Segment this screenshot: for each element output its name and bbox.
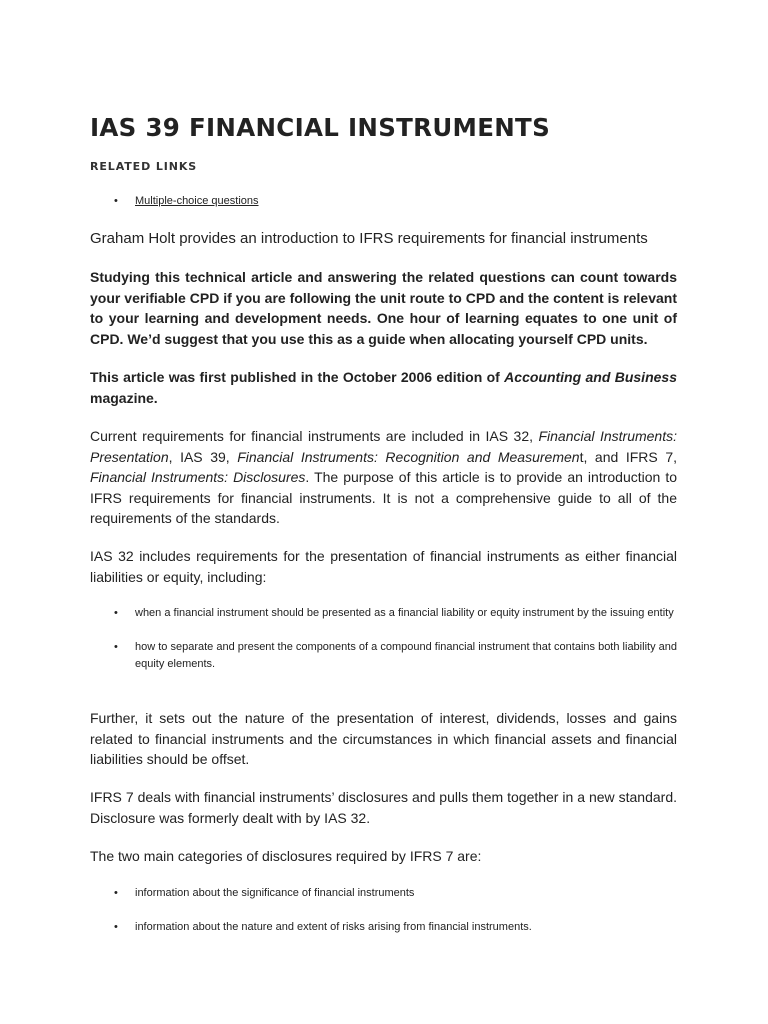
- paragraph-presentation: Further, it sets out the nature of the presentation of interest, dividends, losses and gains related to financial instruments and the circumstances in which financial assets and financial liabilities should be offset.: [90, 710, 677, 767]
- multiple-choice-questions-link[interactable]: Multiple-choice questions: [135, 195, 259, 207]
- disclosure-categories-list: [90, 885, 677, 936]
- paragraph-ias32: IAS 32 includes requirements for the presentation of financial instruments as either financial liabilities or equity, including:: [90, 548, 677, 585]
- publication-prefix: This article was first published in the October 2006 edition of: [90, 369, 505, 385]
- text-run: , IAS 39,: [168, 448, 238, 465]
- bullet-icon: •: [114, 921, 118, 933]
- list-item: [90, 919, 677, 936]
- paragraph-standards: [90, 426, 677, 529]
- list-item: [90, 193, 259, 209]
- publication-note: [90, 367, 677, 408]
- paragraph-categories: The two main categories of disclosures required by IFRS 7 are:: [90, 848, 482, 864]
- intro-text: Graham Holt provides an introduction to IFRS requirements for financial instruments: [90, 230, 648, 247]
- standard-name: Financial Instruments: Recognition and Measuremen: [237, 448, 580, 465]
- bullet-icon: •: [114, 607, 118, 619]
- list-item: [90, 885, 677, 902]
- bullet-icon: •: [114, 195, 118, 207]
- list-item-text: information about the nature and extent of risks arising from financial instruments.: [135, 921, 532, 933]
- bullet-icon: •: [114, 887, 118, 899]
- list-item-text: when a financial instrument should be presented as a financial liability or equity instrument by the issuing entity: [135, 607, 674, 619]
- list-item-text: information about the significance of financial instruments: [135, 887, 415, 899]
- paragraph-ifrs7: IFRS 7 deals with financial instruments’ disclosures and pulls them together in a new standard. Disclosure was formerly dealt with by IAS 32.: [90, 789, 677, 826]
- list-item-text: how to separate and present the components of a compound financial instrument that contains both liability and equity elements.: [135, 641, 677, 670]
- text-run: Current requirements for financial instruments are included in IAS 32,: [90, 428, 539, 444]
- magazine-name: Accounting and Business: [504, 369, 677, 385]
- related-links-heading: RELATED LINKS: [90, 160, 198, 173]
- text-run: . The purpose of this article is to provide an introduction to IFRS requirements for financial instruments. It is not a comprehensive guide to all of the requirements of the standards.: [90, 469, 677, 526]
- list-item: [90, 605, 677, 622]
- text-run: t, and IFRS 7,: [579, 448, 677, 465]
- related-links-list: [90, 193, 259, 209]
- publication-suffix: magazine.: [90, 389, 158, 406]
- cpd-note: Studying this technical article and answering the related questions can count towards your verifiable CPD if you are following the unit route to CPD and the content is relevant to your learning and development needs. One hour of learning equates to one unit of CPD. We’d suggest that you use this as a guide when allocating yourself CPD units.: [90, 269, 677, 347]
- standard-name: Financial Instruments: Disclosures: [90, 469, 306, 485]
- standard-name: Financial Instruments: Presentation: [90, 428, 677, 465]
- bullet-icon: •: [114, 641, 118, 653]
- ias32-requirements-list: [90, 605, 677, 673]
- page-title: IAS 39 FINANCIAL INSTRUMENTS: [90, 113, 551, 142]
- list-item: [90, 639, 677, 673]
